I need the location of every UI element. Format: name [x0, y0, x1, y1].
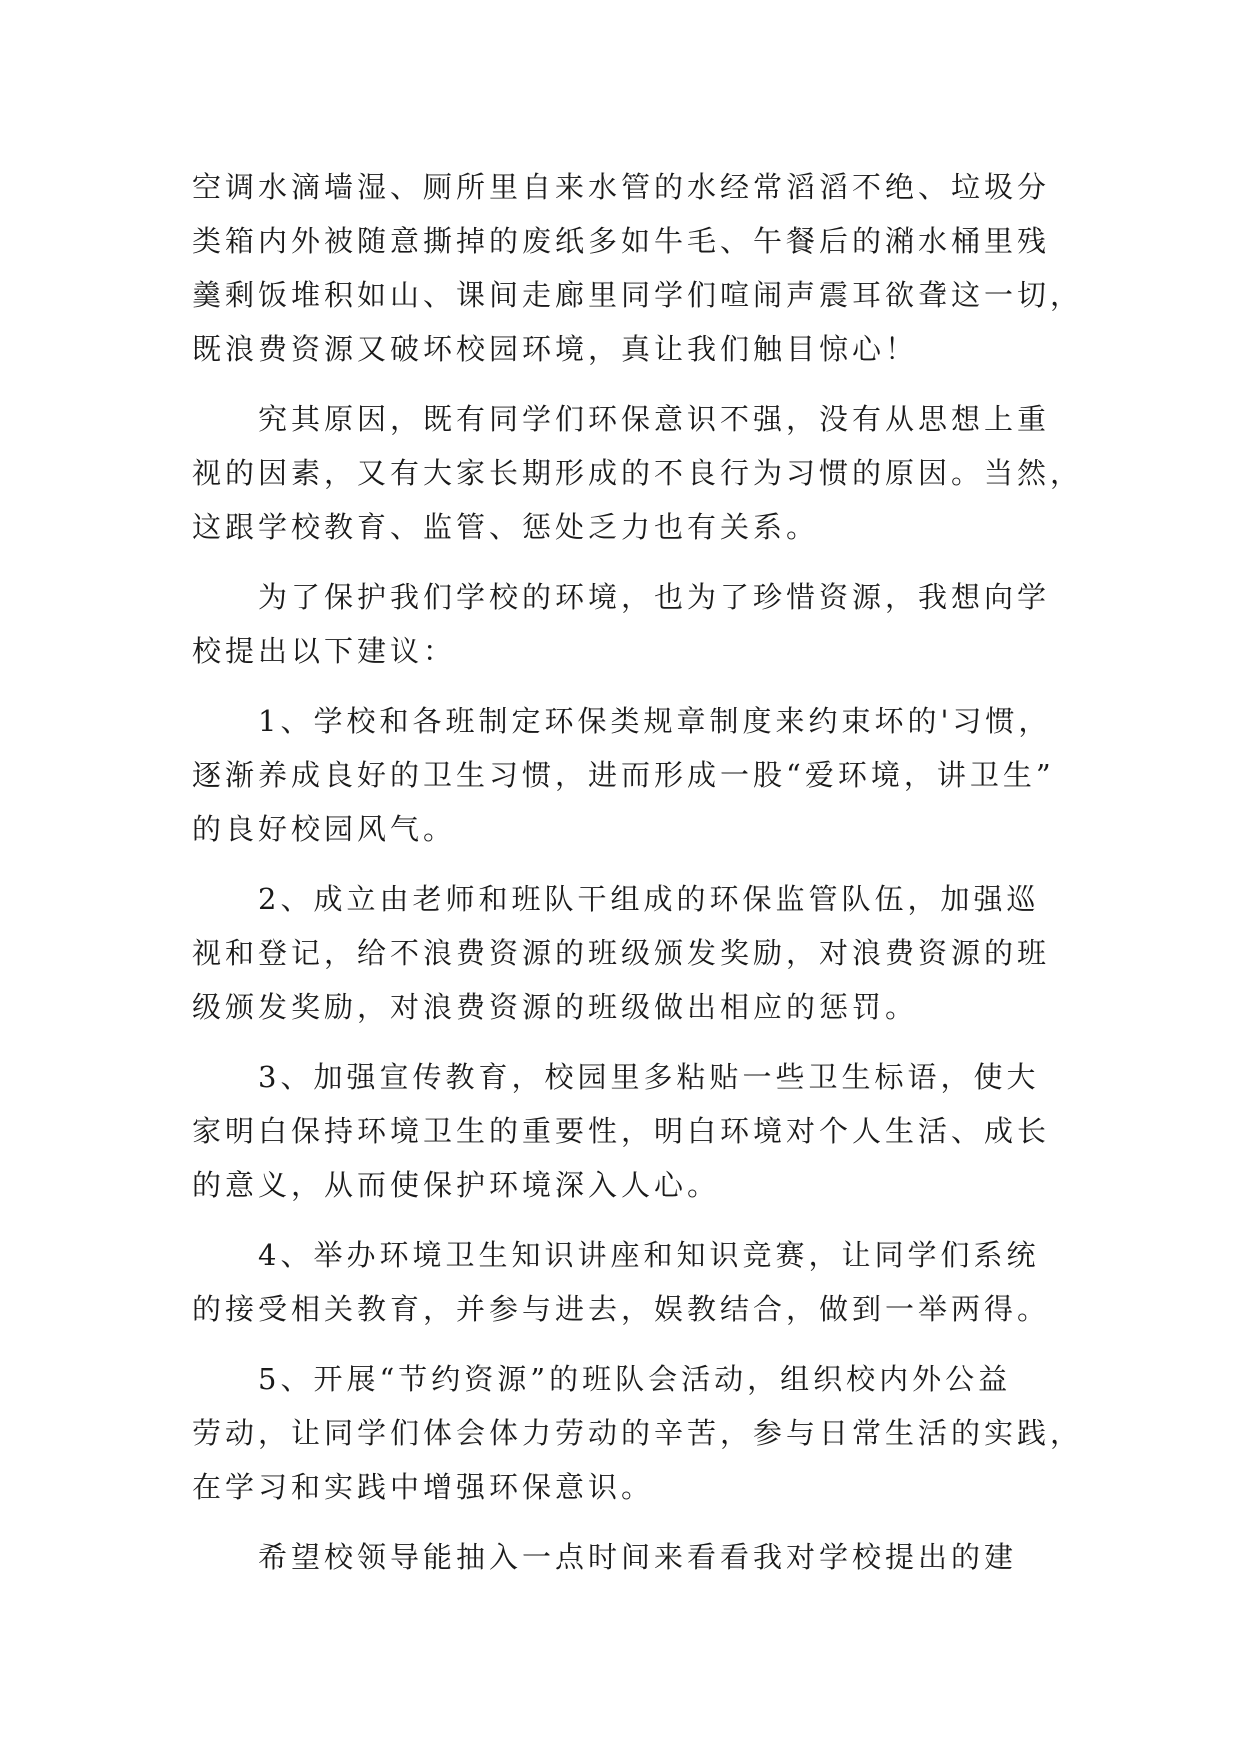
text-line: 的良好校园风气。	[192, 812, 457, 846]
text-line: 视和登记，给不浪费资源的班级颁发奖励，对浪费资源的班	[192, 936, 1051, 970]
text-line: 级颁发奖励，对浪费资源的班级做出相应的惩罚。	[192, 990, 919, 1024]
text-line: 5、开展“节约资源”的班队会活动，组织校内外公益	[258, 1362, 1012, 1396]
text-line: 这跟学校教育、监管、惩处乏力也有关系。	[192, 510, 820, 544]
paragraph-gap	[192, 1034, 1072, 1050]
text-line: 希望校领导能抽入一点时间来看看我对学校提出的建	[258, 1540, 1018, 1574]
text-line: 3、加强宣传教育，校园里多粘贴一些卫生标语，使大	[258, 1060, 1040, 1094]
text-line: 的接受相关教育，并参与进去，娱教结合，做到一举两得。	[192, 1292, 1051, 1326]
text-line: 2、成立由老师和班队干组成的环保监管队伍，加强巡	[258, 882, 1040, 916]
text-line: 类箱内外被随意撕掉的废纸多如牛毛、午餐后的潲水桶里残	[192, 224, 1051, 258]
text-line: 1、学校和各班制定环保类规章制度来约束坏的'习惯，	[258, 704, 1052, 738]
text-line: 空调水滴墙湿、厕所里自来水管的水经常滔滔不绝、垃圾分	[192, 170, 1051, 204]
document-body	[192, 160, 1084, 1584]
text-line: 校提出以下建议：	[192, 634, 457, 668]
text-line: 的意义，从而使保护环境深入人心。	[192, 1168, 721, 1202]
paragraph-gap	[192, 1336, 1072, 1352]
text-line: 在学习和实践中增强环保意识。	[192, 1470, 655, 1504]
paragraph-gap	[192, 554, 1072, 570]
paragraph-gap	[192, 678, 1072, 694]
paragraph-gap	[192, 376, 1072, 392]
text-line: 家明白保持环境卫生的重要性，明白环境对个人生活、成长	[192, 1114, 1051, 1148]
text-line: 视的因素，又有大家长期形成的不良行为习惯的原因。当然，	[192, 456, 1084, 490]
text-line: 羹剩饭堆积如山、课间走廊里同学们喧闹声震耳欲聋这一切，	[192, 278, 1084, 312]
text-line: 4、举办环境卫生知识讲座和知识竞赛，让同学们系统	[258, 1238, 1040, 1272]
text-line: 劳动，让同学们体会体力劳动的辛苦，参与日常生活的实践，	[192, 1416, 1084, 1450]
text-line: 逐渐养成良好的卫生习惯，进而形成一股“爱环境，讲卫生”	[192, 758, 1055, 792]
paragraph-gap	[192, 1212, 1072, 1228]
paragraph-gap	[192, 856, 1072, 872]
paragraph-gap	[192, 1514, 1072, 1530]
text-line: 为了保护我们学校的环境，也为了珍惜资源，我想向学	[258, 580, 1051, 614]
text-line: 既浪费资源又破坏校园环境，真让我们触目惊心！	[192, 332, 919, 366]
text-line: 究其原因，既有同学们环保意识不强，没有从思想上重	[258, 402, 1051, 436]
